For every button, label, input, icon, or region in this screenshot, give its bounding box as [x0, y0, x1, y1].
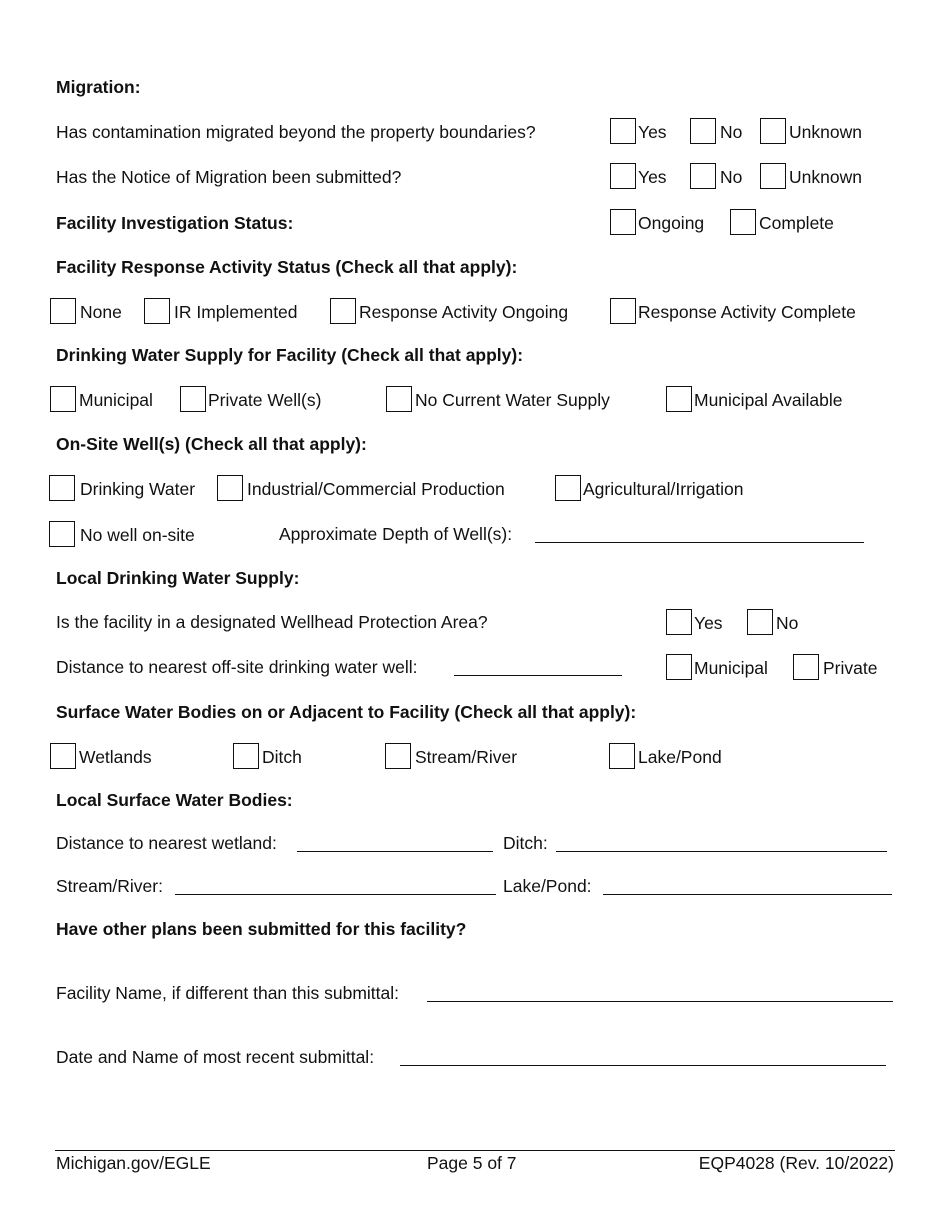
- checkbox[interactable]: [233, 743, 259, 769]
- option-label: No: [720, 167, 743, 187]
- checkbox[interactable]: [690, 163, 716, 189]
- footer-page-number: Page 5 of 7: [427, 1153, 517, 1173]
- recent-submittal-input[interactable]: [400, 1065, 886, 1066]
- checkbox[interactable]: [610, 209, 636, 235]
- checkbox[interactable]: [610, 163, 636, 189]
- stream-distance-label: Stream/River:: [56, 876, 163, 896]
- facility-name-label: Facility Name, if different than this submittal:: [56, 983, 400, 1003]
- checkbox[interactable]: [690, 118, 716, 144]
- option-label: None: [80, 302, 122, 322]
- well-depth-label: Approximate Depth of Well(s):: [279, 524, 513, 544]
- recent-submittal-label: Date and Name of most recent submittal:: [56, 1047, 375, 1067]
- wetland-distance-label: Distance to nearest wetland:: [56, 833, 277, 853]
- ditch-distance-input[interactable]: [556, 851, 887, 852]
- option-label: Yes: [694, 613, 723, 633]
- option-label: Municipal: [694, 658, 768, 678]
- checkbox[interactable]: [666, 654, 692, 680]
- option-label: Stream/River: [415, 747, 518, 767]
- option-label: Agricultural/Irrigation: [583, 479, 744, 499]
- stream-distance-input[interactable]: [175, 894, 496, 895]
- checkbox[interactable]: [49, 475, 75, 501]
- option-label: No well on-site: [80, 525, 195, 545]
- option-label: Unknown: [789, 122, 862, 142]
- option-label: Ongoing: [638, 213, 705, 233]
- migration-question-1: Has contamination migrated beyond the property boundaries?: [56, 122, 536, 142]
- footer-website: Michigan.gov/EGLE: [56, 1153, 211, 1173]
- other-plans-heading: Have other plans been submitted for this facility?: [56, 919, 467, 939]
- checkbox[interactable]: [666, 609, 692, 635]
- option-label: Response Activity Ongoing: [359, 302, 569, 322]
- checkbox[interactable]: [555, 475, 581, 501]
- checkbox[interactable]: [760, 163, 786, 189]
- ditch-distance-label: Ditch:: [503, 833, 548, 853]
- option-label: Municipal Available: [694, 390, 843, 410]
- offsite-well-distance-input[interactable]: [454, 675, 622, 676]
- option-label: Lake/Pond: [638, 747, 722, 767]
- checkbox[interactable]: [610, 298, 636, 324]
- migration-question-2: Has the Notice of Migration been submitted?: [56, 167, 402, 187]
- checkbox[interactable]: [747, 609, 773, 635]
- option-label: Private: [823, 658, 878, 678]
- footer-form-id: EQP4028 (Rev. 10/2022): [698, 1153, 894, 1173]
- wellhead-question: Is the facility in a designated Wellhead Protection Area?: [56, 612, 488, 632]
- migration-heading: Migration:: [56, 77, 141, 97]
- checkbox[interactable]: [144, 298, 170, 324]
- checkbox[interactable]: [180, 386, 206, 412]
- option-label: Private Well(s): [208, 390, 322, 410]
- option-label: IR Implemented: [174, 302, 298, 322]
- option-label: Municipal: [79, 390, 153, 410]
- checkbox[interactable]: [50, 386, 76, 412]
- option-label: No: [720, 122, 743, 142]
- checkbox[interactable]: [217, 475, 243, 501]
- option-label: Yes: [638, 122, 667, 142]
- offsite-well-distance-label: Distance to nearest off-site drinking water well:: [56, 657, 418, 677]
- local-surface-heading: Local Surface Water Bodies:: [56, 790, 293, 810]
- wetland-distance-input[interactable]: [297, 851, 493, 852]
- checkbox[interactable]: [50, 743, 76, 769]
- checkbox[interactable]: [609, 743, 635, 769]
- checkbox[interactable]: [793, 654, 819, 680]
- footer-divider: [55, 1150, 895, 1151]
- option-label: Yes: [638, 167, 667, 187]
- well-depth-input[interactable]: [535, 542, 864, 543]
- investigation-status-label: Facility Investigation Status:: [56, 213, 294, 233]
- checkbox[interactable]: [330, 298, 356, 324]
- checkbox[interactable]: [49, 521, 75, 547]
- onsite-wells-heading: On-Site Well(s) (Check all that apply):: [56, 434, 367, 454]
- option-label: Wetlands: [79, 747, 152, 767]
- surface-water-heading: Surface Water Bodies on or Adjacent to Facility (Check all that apply):: [56, 702, 637, 722]
- option-label: No Current Water Supply: [415, 390, 610, 410]
- option-label: Response Activity Complete: [638, 302, 856, 322]
- checkbox[interactable]: [385, 743, 411, 769]
- checkbox[interactable]: [666, 386, 692, 412]
- drinking-water-heading: Drinking Water Supply for Facility (Check all that apply):: [56, 345, 524, 365]
- checkbox[interactable]: [50, 298, 76, 324]
- checkbox[interactable]: [760, 118, 786, 144]
- checkbox[interactable]: [730, 209, 756, 235]
- lake-distance-label: Lake/Pond:: [503, 876, 592, 896]
- checkbox[interactable]: [610, 118, 636, 144]
- option-label: Complete: [759, 213, 834, 233]
- checkbox[interactable]: [386, 386, 412, 412]
- lake-distance-input[interactable]: [603, 894, 892, 895]
- response-heading: Facility Response Activity Status (Check all that apply):: [56, 257, 518, 277]
- option-label: No: [776, 613, 799, 633]
- option-label: Drinking Water: [80, 479, 196, 499]
- option-label: Industrial/Commercial Production: [247, 479, 505, 499]
- facility-name-input[interactable]: [427, 1001, 893, 1002]
- option-label: Unknown: [789, 167, 862, 187]
- option-label: Ditch: [262, 747, 302, 767]
- local-drinking-heading: Local Drinking Water Supply:: [56, 568, 300, 588]
